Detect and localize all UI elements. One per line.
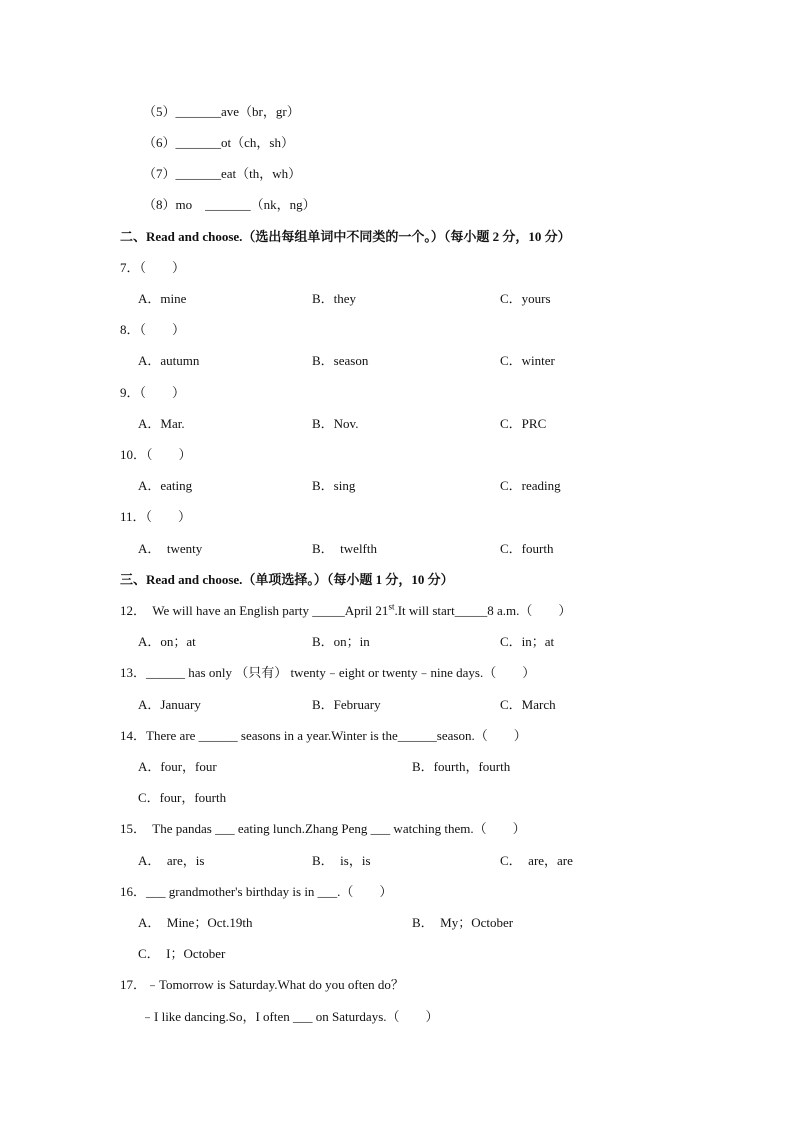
q12-option-c: C．in；at	[500, 634, 555, 649]
q13-option-c: C．March	[500, 697, 556, 712]
section-2-title: 二、Read and choose.（选出每组单词中不同类的一个。）（每小题 2 分，10 分）	[120, 229, 571, 244]
q9-option-c: C．PRC	[500, 416, 547, 431]
q11-stem: 11．（ ）	[120, 509, 192, 524]
q16-option-c: C． I；October	[138, 946, 226, 961]
q17-stem: 17．﹣Tomorrow is Saturday.What do you often do？	[120, 977, 404, 992]
q9-option-b: B．Nov.	[312, 416, 359, 431]
q15-option-c: C． are，are	[500, 853, 573, 868]
blank-item-6: （6）_______ot（ch，sh）	[143, 135, 294, 150]
q10-option-a: A．eating	[138, 478, 193, 493]
q8-option-c: C．winter	[500, 353, 555, 368]
q14-option-c: C．four，fourth	[138, 790, 227, 805]
q15-option-b: B． is，is	[312, 853, 371, 868]
q13-option-a: A．January	[138, 697, 201, 712]
blank-item-8: （8）mo _______（nk，ng）	[143, 197, 316, 212]
q12-option-a: A．on；at	[138, 634, 196, 649]
q14-option-b: B．fourth，fourth	[412, 759, 511, 774]
q16-stem: 16．___ grandmother's birthday is in ___.（ ）	[120, 884, 393, 899]
q12-superscript: st	[388, 601, 395, 612]
q15-stem: 15． The pandas ___ eating lunch.Zhang Peng ___ watching them.（ ）	[120, 821, 526, 836]
q7-option-a: A．mine	[138, 291, 187, 306]
q10-stem: 10．（ ）	[120, 447, 192, 462]
q8-stem: 8．（ ）	[120, 322, 186, 337]
q10-option-b: B．sing	[312, 478, 356, 493]
q12-option-b: B．on；in	[312, 634, 370, 649]
q16-option-a: A． Mine；Oct.19th	[138, 915, 253, 930]
q14-option-a: A．four，four	[138, 759, 217, 774]
q9-stem: 9．（ ）	[120, 385, 186, 400]
q16-option-b: B． My；October	[412, 915, 514, 930]
q12-stem	[120, 603, 571, 619]
q13-option-b: B．February	[312, 697, 381, 712]
q12-stem-part1: 12． We will have an English party _____April 21	[120, 603, 389, 618]
q7-stem: 7．（ ）	[120, 260, 186, 275]
q11-option-b: B． twelfth	[312, 541, 377, 556]
blank-item-7: （7）_______eat（th，wh）	[143, 166, 302, 181]
q10-option-c: C．reading	[500, 478, 561, 493]
section-3-title: 三、Read and choose.（单项选择。）（每小题 1 分，10 分）	[120, 572, 454, 587]
q7-option-c: C．yours	[500, 291, 551, 306]
q7-option-b: B．they	[312, 291, 357, 306]
q8-option-a: A．autumn	[138, 353, 200, 368]
q14-stem: 14．There are ______ seasons in a year.Winter is the______season.（ ）	[120, 728, 527, 743]
q12-stem-part2: .It will start_____8 a.m.（ ）	[394, 603, 572, 618]
blank-item-5: （5）_______ave（br，gr）	[143, 104, 300, 119]
q11-option-c: C．fourth	[500, 541, 554, 556]
q15-option-a: A． are，is	[138, 853, 205, 868]
q17-stem-line2: ﹣I like dancing.So，I often ___ on Saturdays.（ ）	[141, 1009, 439, 1024]
q13-stem: 13．______ has only （只有） twenty﹣eight or twenty﹣nine days.（ ）	[120, 665, 536, 680]
q11-option-a: A． twenty	[138, 541, 203, 556]
q9-option-a: A．Mar.	[138, 416, 185, 431]
q8-option-b: B．season	[312, 353, 369, 368]
